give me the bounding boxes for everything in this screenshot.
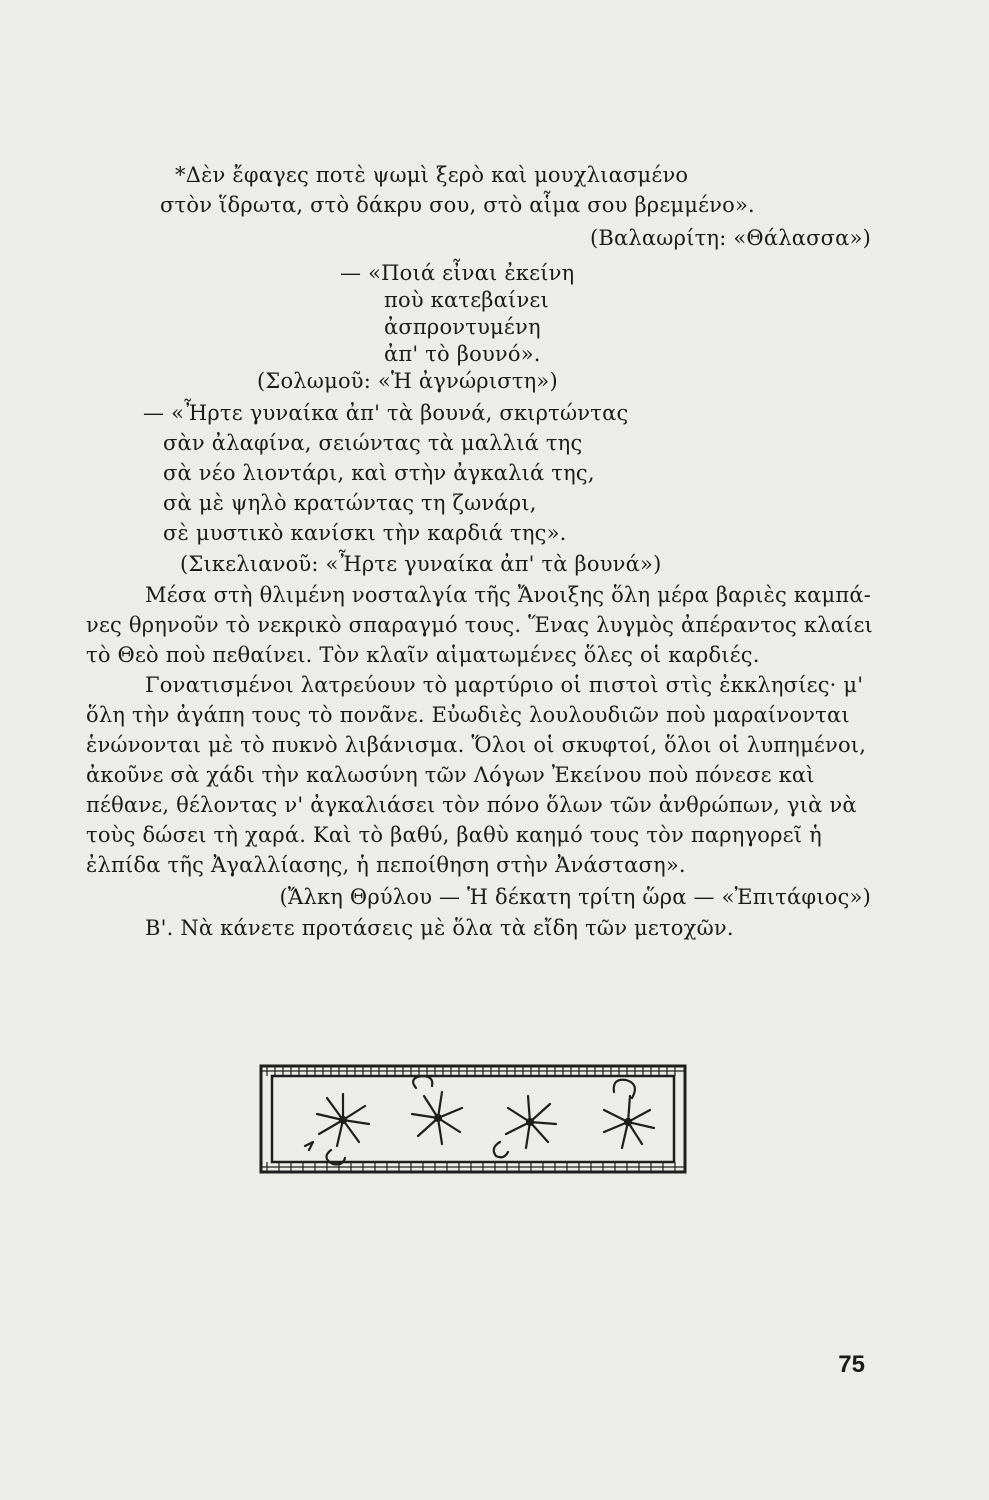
prose-line: τοὺς δώσει τὴ χαρά. Καὶ τὸ βαθύ, βαθὺ καημό τους τὸν παρηγορεῖ ἡ bbox=[86, 823, 822, 847]
poem-attribution: (Σολωμοῦ: «Ἡ ἀγνώριστη») bbox=[257, 369, 558, 393]
poem-line: σὰν ἀλαφίνα, σειώντας τὰ μαλλιά της bbox=[163, 431, 583, 455]
prose-line: ἐλπίδα τῆς Ἀγαλλίασης, ἡ πεποίθηση στὴν Ἀνάσταση». bbox=[86, 853, 686, 877]
prose-line: Γονατισμένοι λατρεύουν τὸ μαρτύριο οἱ πιστοὶ στὶς ἐκκλησίες· μ' bbox=[145, 673, 864, 697]
prose-line: Μέσα στὴ θλιμένη νοσταλγία τῆς Ἄνοιξης ὅλη μέρα βαριὲς καμπά- bbox=[145, 583, 872, 607]
prose-line: ἑνώνονται μὲ τὸ πυκνὸ λιβάνισμα. Ὅλοι οἱ σκυφτοί, ὅλοι οἱ λυπημένοι, bbox=[86, 733, 867, 757]
poem-line: — «Ποιά εἶναι ἐκείνη bbox=[340, 261, 575, 285]
poem-attribution: (Βαλαωρίτη: «Θάλασσα») bbox=[590, 226, 871, 250]
poem-line: στὸν ἵδρωτα, στὸ δάκρυ σου, στὸ αἷμα σου βρεμμένο». bbox=[160, 193, 755, 217]
poem-line: σὰ νέο λιοντάρι, καὶ στὴν ἀγκαλιά της, bbox=[163, 461, 595, 485]
poem-line: ποὺ κατεβαίνει bbox=[384, 288, 549, 312]
prose-line: νες θρηνοῦν τὸ νεκρικὸ σπαραγμό τους. Ἕνας λυγμὸς ἀπέραντος κλαίει bbox=[86, 613, 873, 637]
prose-line: πέθανε, θέλοντας ν' ἀγκαλιάσει τὸν πόνο ὅλων τῶν ἀνθρώπων, γιὰ νὰ bbox=[86, 793, 857, 817]
page-number: 75 bbox=[838, 1351, 865, 1378]
poem-line: — «Ἦρτε γυναίκα ἀπ' τὰ βουνά, σκιρτώντας bbox=[143, 401, 629, 425]
poem-line: σὲ μυστικὸ κανίσκι τὴν καρδιά της». bbox=[163, 521, 567, 545]
poem-line: *Δὲν ἔφαγες ποτὲ ψωμὶ ξερὸ καὶ μουχλιασμένο bbox=[175, 163, 689, 187]
prose-line: ὅλη τὴν ἀγάπη τους τὸ πονᾶνε. Εὐωδιὲς λουλουδιῶν ποὺ μαραίνονται bbox=[86, 703, 850, 727]
floral-border-ornament-icon bbox=[258, 1060, 688, 1178]
poem-line: ἀσπροντυμένη bbox=[384, 315, 541, 339]
prose-line: ἀκοῦνε σὰ χάδι τὴν καλωσύνη τῶν Λόγων Ἐκείνου ποὺ πόνεσε καὶ bbox=[86, 763, 815, 787]
poem-line: σὰ μὲ ψηλὸ κρατώντας τη ζωνάρι, bbox=[163, 491, 537, 515]
poem-line: ἀπ' τὸ βουνό». bbox=[384, 342, 541, 366]
prose-line: τὸ Θεὸ ποὺ πεθαίνει. Τὸν κλαῖν αἱματωμένες ὅλες οἱ καρδιές. bbox=[86, 643, 760, 667]
prose-attribution: (Ἄλκη Θρύλου — Ἡ δέκατη τρίτη ὥρα — «Ἐπιτάφιος») bbox=[279, 885, 871, 909]
poem-attribution: (Σικελιανοῦ: «Ἦρτε γυναίκα ἀπ' τὰ βουνά») bbox=[180, 552, 662, 576]
exercise-label: Β'. Νὰ κάνετε προτάσεις μὲ ὅλα τὰ εἴδη τῶν μετοχῶν. bbox=[145, 916, 734, 940]
